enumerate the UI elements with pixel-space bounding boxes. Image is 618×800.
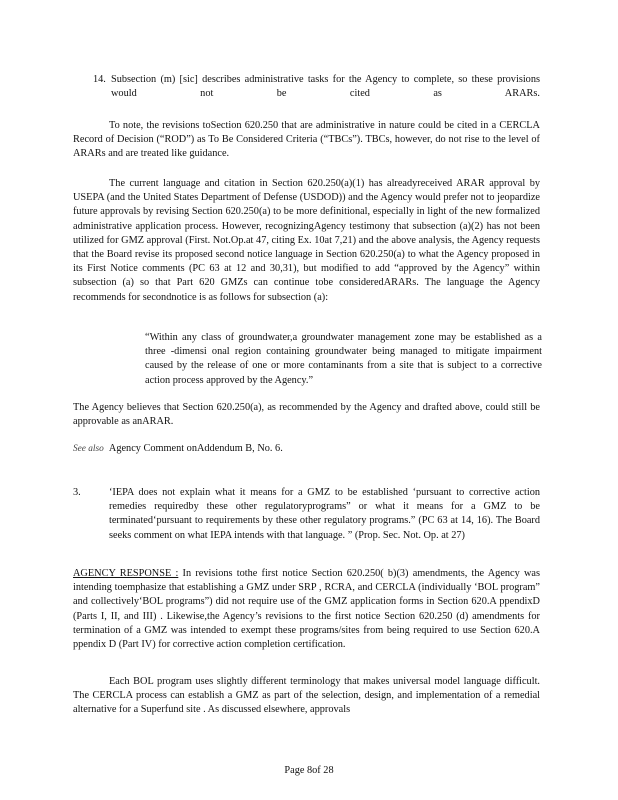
page-number: Page 8of 28 xyxy=(284,765,334,776)
see-also-text: Agency Comment onAddendum B, No. 6. xyxy=(108,443,283,454)
see-also-line xyxy=(73,442,540,456)
item-14-text: Subsection (m) [sic] describes administrative tasks for the Agency to complete, so these provisions would not be cited as ARARs. xyxy=(111,74,540,100)
paragraph-bol-program: Each BOL program uses slightly different terminology that makes universal model language difficult. The CERCLA process can establish a GMZ as part of the selection, design, and implementation of a remedial alternative for a Superfund site . As discussed elsewhere, approvals xyxy=(73,676,540,716)
item-14-number: 14. xyxy=(93,74,106,85)
block-quote: “Within any class of groundwater,a groundwater management zone may be established as a three -dimensi onal region containing groundwater being managed to mitigate impairment caused by the release of one or more contaminants from a site that is subject to a corrective action process approved by the Agency.” xyxy=(145,332,542,386)
see-also-label: See also xyxy=(73,444,104,454)
item-3-text: ‘IEPA does not explain what it means for a GMZ to be established ‘pursuant to corrective action remedies requiredby these other regulatoryprograms” or what it means for a GMZ to be terminated‘pursuant to requirements by these other regulatory programs.” (PC 63 at 14, 16). The Board seeks comment on what IEPA intends with that language. ” (Prop. Sec. Not. Op. at 27) xyxy=(109,487,540,541)
paragraph-agency-believes: The Agency believes that Section 620.250(a), as recommended by the Agency and drafted above, could still be approvable as anARAR. xyxy=(73,402,540,428)
agency-response-paragraph xyxy=(73,567,540,652)
paragraph-current-language: The current language and citation in Section 620.250(a)(1) has alreadyreceived ARAR approval by USEPA (and the United States Department of Defense (USDOD)) and the Agency would prefer not to jeopardize future approvals by revising Section 620.250(a) to be more definitional, especially in light of the new formalized administrative application process. However, recognizingAgency testimony that subsection (a)(2) has not been utilized for GMZ approval (First. Not.Op.at 47, citing Ex. 10at 7,21) and the above analysis, the Agency requests that the Board revise its proposed second notice language in Section 620.250(a) to what the Agency proposed in its First Notice comments (PC 63 at 12 and 30,31), but modified to add “approved by the Agency” within subsection (a) so that Part 620 GMZs can continue tobe consideredARARs. The language the Agency recommends for secondnotice is as follows for subsection (a): xyxy=(73,178,540,303)
agency-response-label: AGENCY RESPONSE : xyxy=(73,568,179,579)
paragraph-note: To note, the revisions toSection 620.250 that are administrative in nature could be cited in a CERCLA Record of Decision (“ROD”) as To Be Considered Criteria (“TBCs”). TBCs, however, do not rise to the level of ARARs and are treated like guidance. xyxy=(73,120,540,160)
item-3-number: 3. xyxy=(73,487,81,498)
agency-response-text: In revisions tothe first notice Section 620.250( b)(3) amendments, the Agency was intending toemphasize that establishing a GMZ under SRP , RCRA, and CERCLA (individually ‘BOL program” and collectively‘BOL programs”) did not require use of the GMZ application forms in Section 620.A ppendixD (Parts I, II, and III) . Likewise,the Agency’s revisions to the first notice Section 620.250 (d) amendments for termination of a GMZ was intended to exempt these programs/sites from being required to use Section 620.A ppendix D (Part IV) for corrective action completion certification. xyxy=(73,568,540,651)
